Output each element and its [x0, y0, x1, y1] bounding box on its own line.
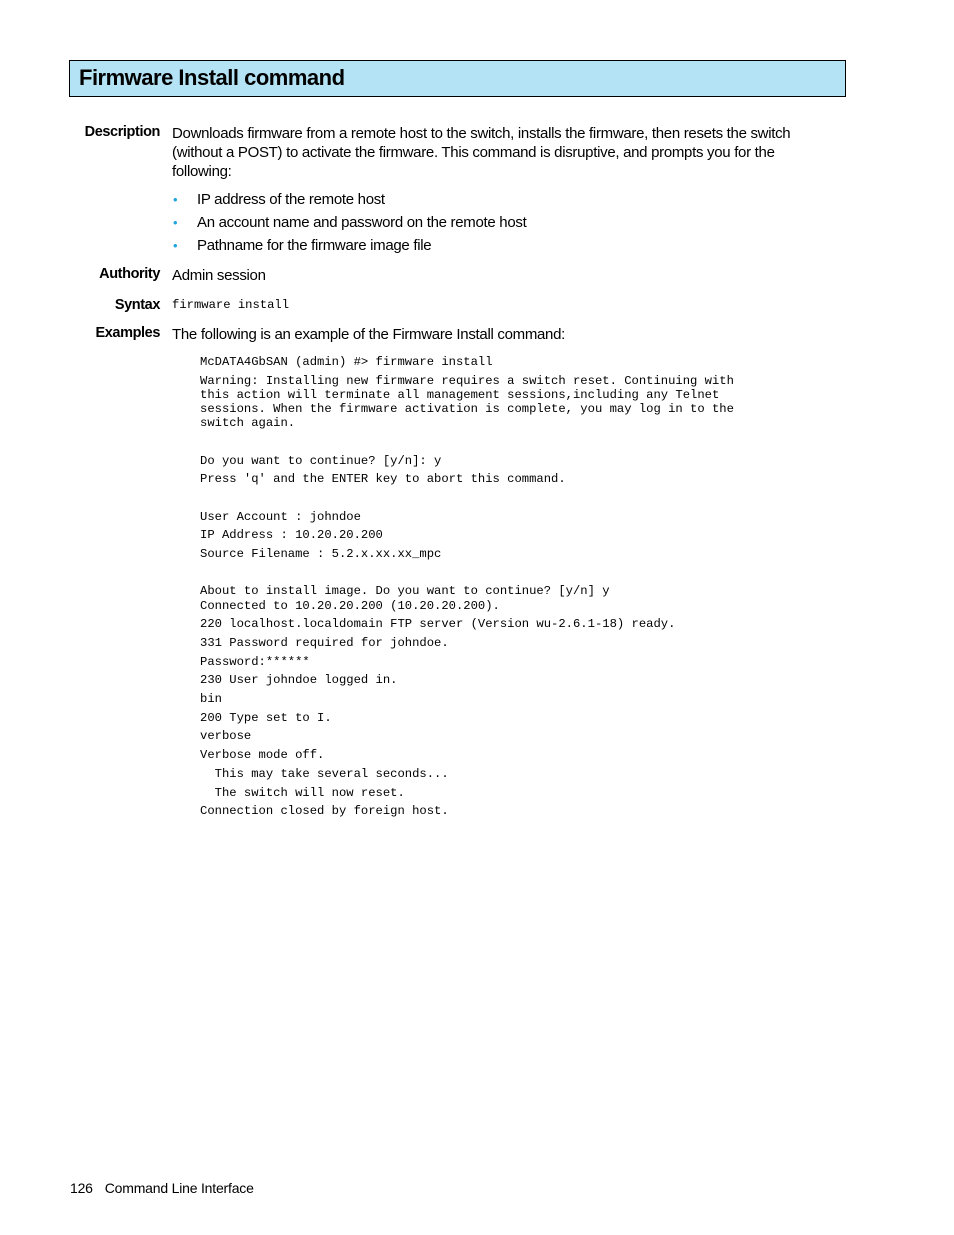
code-line: Press 'q' and the ENTER key to abort this command. [200, 472, 566, 486]
code-line: verbose [200, 729, 252, 743]
code-line: Verbose mode off. [200, 748, 325, 762]
page-footer [70, 1180, 254, 1196]
bullet-icon: • [173, 192, 178, 207]
list-item [172, 190, 526, 213]
code-line: Password:****** [200, 655, 310, 669]
code-line: 200 Type set to I. [200, 711, 332, 725]
page-number: 126 [70, 1180, 93, 1196]
footer-section-title: Command Line Interface [104, 1180, 254, 1196]
examples-text: The following is an example of the Firmware Install command: [172, 326, 566, 343]
code-line: Connection closed by foreign host. [200, 804, 449, 818]
prompt-list [172, 190, 526, 259]
code-line: 331 Password required for johndoe. [200, 636, 449, 650]
code-line: Connected to 10.20.20.200 (10.20.20.200). [200, 599, 500, 613]
code-line: Source Filename : 5.2.x.xx.xx_mpc [200, 547, 442, 561]
authority-label: Authority [99, 266, 160, 282]
code-line: IP Address : 10.20.20.200 [200, 528, 383, 542]
list-item [172, 213, 526, 236]
code-line: Do you want to continue? [y/n]: y [200, 454, 442, 468]
code-line: McDATA4GbSAN (admin) #> firmware install [200, 355, 493, 369]
bullet-icon: • [173, 238, 178, 253]
list-item-text: Pathname for the firmware image file [197, 237, 432, 254]
description-text: Downloads firmware from a remote host to the switch, installs the firmware, then resets the switch (without a POST) to activate the firmware. This command is disruptive, and prompts you for the following: [172, 125, 791, 180]
code-line: This may take several seconds... [200, 767, 449, 781]
syntax-code: firmware install [172, 298, 290, 312]
page-title: Firmware Install command [79, 65, 345, 90]
syntax-label: Syntax [114, 297, 160, 313]
code-line: 220 localhost.localdomain FTP server (Version wu-2.6.1-18) ready. [200, 617, 676, 631]
list-item-text: IP address of the remote host [197, 191, 385, 208]
list-item [172, 236, 526, 259]
code-line: bin [200, 692, 222, 706]
code-line: switch again. [200, 416, 296, 430]
code-line: About to install image. Do you want to continue? [y/n] y [200, 584, 610, 598]
code-line: The switch will now reset. [200, 786, 405, 800]
examples-label: Examples [95, 325, 160, 341]
list-item-text: An account name and password on the remote host [197, 214, 527, 231]
code-line: Warning: Installing new firmware requires a switch reset. Continuing with [200, 374, 734, 388]
code-line: 230 User johndoe logged in. [200, 673, 398, 687]
code-line: User Account : johndoe [200, 510, 361, 524]
code-line: this action will terminate all management sessions,including any Telnet [200, 388, 720, 402]
description-label: Description [84, 124, 160, 140]
authority-text: Admin session [172, 267, 266, 284]
code-line: sessions. When the firmware activation is complete, you may log in to the [200, 402, 734, 416]
bullet-icon: • [173, 215, 178, 230]
section-title-bar [69, 60, 846, 97]
